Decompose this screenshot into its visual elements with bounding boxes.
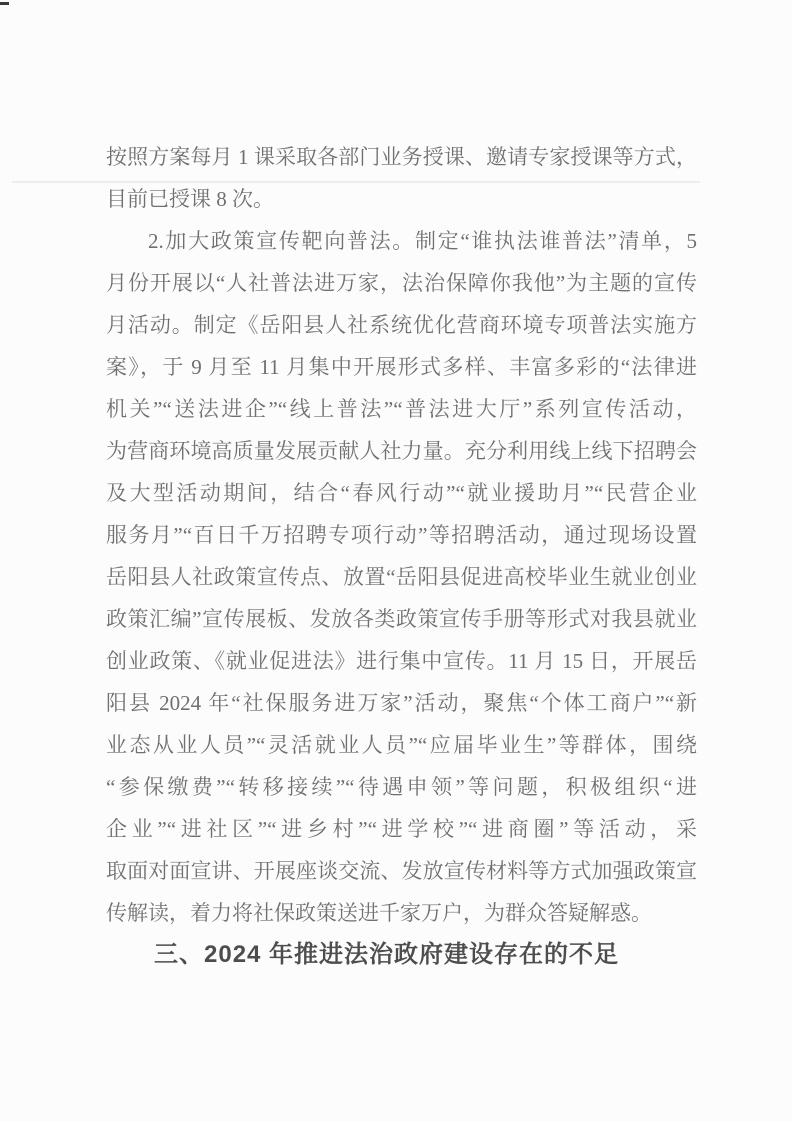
text-line: 业态从业人员”“灵活就业人员”“应届毕业生”等群体，围绕 — [106, 733, 697, 757]
text-line: 按照方案每月 1 课采取各部门业务授课、邀请专家授课等方式， — [106, 145, 697, 169]
text-line: 目前已授课 8 次。 — [106, 187, 274, 211]
text-line: “参保缴费”“转移接续”“待遇申领”等问题，积极组织“进 — [106, 775, 697, 799]
text-line: 月活动。制定《岳阳县人社系统优化营商环境专项普法实施方 — [106, 313, 697, 337]
text-line: 政策汇编”宣传展板、发放各类政策宣传手册等形式对我县就业 — [106, 607, 697, 631]
text-line: 为营商环境高质量发展贡献人社力量。充分利用线上线下招聘会 — [106, 439, 697, 463]
text-line: 取面对面宣讲、开展座谈交流、发放宣传材料等方式加强政策宣 — [106, 859, 697, 883]
text-line: 传解读，着力将社保政策送进千家万户，为群众答疑解惑。 — [106, 901, 652, 925]
section-heading: 三、2024 年推进法治政府建设存在的不足 — [154, 941, 620, 968]
text-line: 阳县 2024 年“社保服务进万家”活动，聚焦“个体工商户”“新 — [106, 691, 697, 715]
text-line: 服务月”“百日千万招聘专项行动”等招聘活动，通过现场设置 — [106, 523, 697, 547]
text-line: 月份开展以“人社普法进万家，法治保障你我他”为主题的宣传 — [106, 271, 697, 295]
text-line: 创业政策、《就业促进法》进行集中宣传。11 月 15 日，开展岳 — [106, 649, 697, 673]
document-text — [106, 136, 697, 976]
text-line: 企业”“进社区”“进乡村”“进学校”“进商圈”等活动，采 — [106, 817, 697, 841]
text-line: 2.加大政策宣传靶向普法。制定“谁执法谁普法”清单，5 — [148, 229, 697, 253]
text-line: 案》，于 9 月至 11 月集中开展形式多样、丰富多彩的“法律进 — [106, 355, 697, 379]
text-line: 机关”“送法进企”“线上普法”“普法进大厅”系列宣传活动， — [106, 397, 697, 421]
text-line: 及大型活动期间，结合“春风行动”“就业援助月”“民营企业 — [106, 481, 697, 505]
text-line: 岳阳县人社政策宣传点、放置“岳阳县促进高校毕业生就业创业 — [106, 565, 697, 589]
scan-corner-artifact — [0, 2, 9, 5]
